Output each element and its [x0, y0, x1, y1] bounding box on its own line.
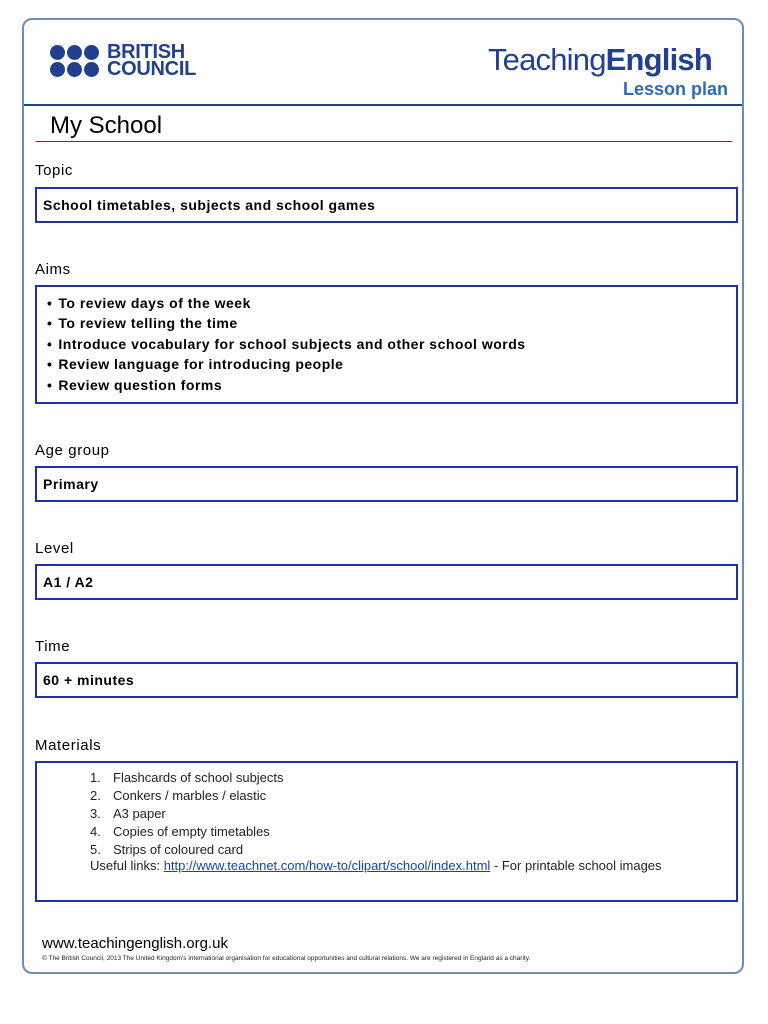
- footer-website: www.teachingenglish.org.uk: [42, 935, 228, 952]
- aims-label: Aims: [35, 261, 71, 278]
- useful-links: [90, 858, 662, 873]
- materials-list: [37, 763, 736, 859]
- time-value: 60 + minutes: [43, 672, 135, 688]
- time-box: [35, 662, 738, 698]
- topic-label: Topic: [35, 162, 74, 179]
- british-council-dots-icon: [50, 45, 99, 77]
- page-title: My School: [50, 112, 163, 139]
- title-divider: [36, 141, 732, 142]
- materials-item: 4. Copies of empty timetables: [90, 824, 270, 839]
- materials-item: 1. Flashcards of school subjects: [90, 770, 284, 785]
- materials-item: 5. Strips of coloured card: [90, 842, 244, 857]
- topic-box: [35, 187, 738, 223]
- aims-item: • To review days of the week: [47, 293, 736, 313]
- aims-box: [35, 285, 738, 404]
- lesson-plan-subtitle: Lesson plan: [622, 79, 728, 99]
- teaching-english-brand: [488, 42, 712, 78]
- aims-item: • Review language for introducing people: [47, 354, 736, 374]
- materials-item: 3. A3 paper: [90, 806, 166, 821]
- useful-links-suffix: - For printable school images: [490, 858, 662, 873]
- useful-links-prefix: Useful links:: [90, 858, 164, 873]
- materials-item: 2. Conkers / marbles / elastic: [90, 788, 267, 803]
- aims-list: [37, 287, 736, 395]
- aims-item: • Review question forms: [47, 375, 736, 395]
- time-label: Time: [35, 638, 71, 655]
- age-group-label: Age group: [35, 442, 110, 459]
- level-box: [35, 564, 738, 600]
- materials-label: Materials: [35, 737, 102, 754]
- age-group-box: [35, 466, 738, 502]
- aims-item: • To review telling the time: [47, 313, 736, 333]
- header-divider: [24, 104, 742, 106]
- materials-box: [35, 761, 738, 902]
- level-value: A1 / A2: [43, 574, 94, 590]
- aims-item: • Introduce vocabulary for school subjects and other school words: [47, 334, 736, 354]
- age-group-value: Primary: [43, 476, 99, 492]
- brand-part-2: English: [605, 42, 712, 77]
- level-label: Level: [35, 540, 74, 557]
- british-council-logo: [50, 41, 197, 80]
- useful-link[interactable]: http://www.teachnet.com/how-to/clipart/school/index.html: [163, 858, 491, 873]
- topic-value: School timetables, subjects and school games: [43, 197, 376, 213]
- footer-copyright: © The British Council, 2013 The United Kingdom's international organisation for educational opportunities and cultural relations. We are registered in England as a charity.: [42, 955, 531, 962]
- logo-line-1: BRITISH: [107, 41, 185, 63]
- brand-part-1: Teaching: [487, 42, 606, 77]
- logo-line-2: COUNCIL: [107, 58, 197, 80]
